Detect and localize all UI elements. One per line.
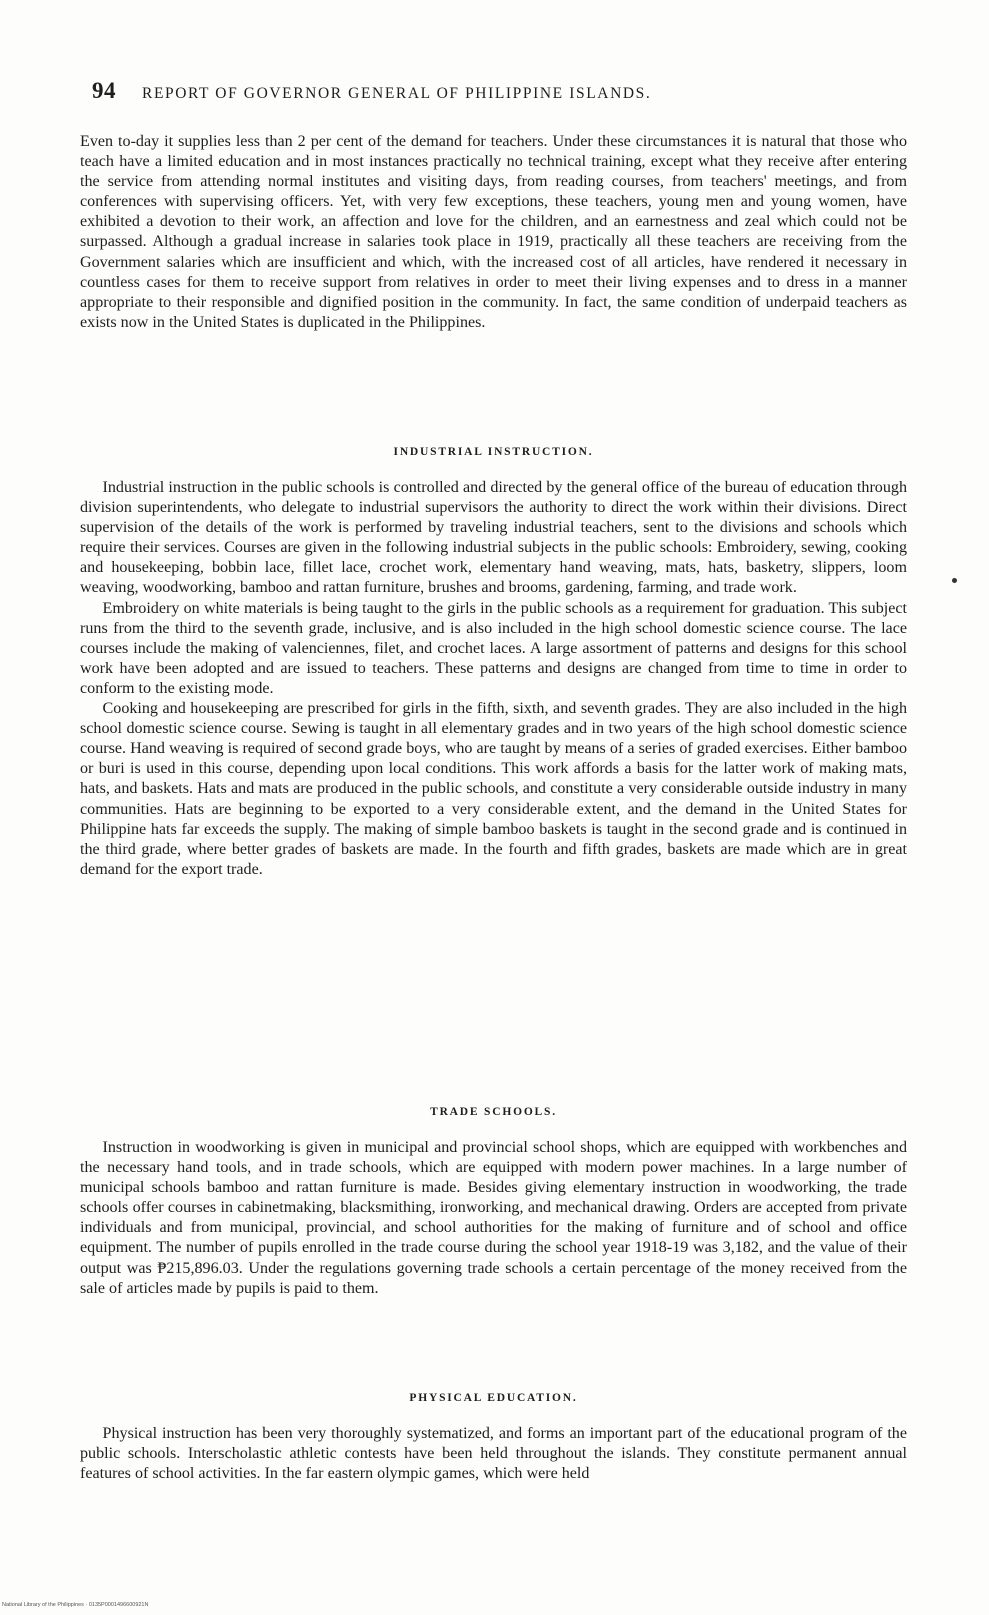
heading-physical-education: PHYSICAL EDUCATION.: [409, 1392, 578, 1404]
industrial-paragraph-2: Embroidery on white materials is being taught to the girls in the public schools as a requirement for graduation. This subject runs from the third to the seventh grade, inclusive, and is also included in the high school domestic science course. The lace courses include the making of valenciennes, filet, and crochet laces. A large assortment of patterns and designs for this school work have been adopted and are issued to teachers. These patterns and designs are changed from time to time in order to conform to the existing mode.: [80, 599, 907, 697]
library-credit: National Library of the Philippines · 0135P0001496600921N: [2, 1602, 149, 1608]
industrial-block: [80, 478, 907, 880]
physical-paragraph: Physical instruction has been very thoroughly systematized, and forms an important part of the educational program of the public schools. Interscholastic athletic contests have been held throughout the islands. They constitute permanent annual features of school activities. In the far eastern olympic games, which were held: [80, 1425, 907, 1483]
heading-industrial-instruction: INDUSTRIAL INSTRUCTION.: [393, 446, 594, 458]
page-number: 94: [92, 78, 116, 103]
industrial-paragraph-1: Industrial instruction in the public schools is controlled and directed by the general office of the bureau of education through division superintendents, who delegate to industrial supervisors the authority to direct the work within their divisions. Direct supervision of the details of the work is performed by traveling industrial teachers, sent to the divisions and schools which require their services. Courses are given in the following industrial subjects in the public schools: Embroidery, sewing, cooking and housekeeping, bobbin lace, fillet lace, crochet work, elementary hand weaving, mats, hats, basketry, slippers, loom weaving, woodworking, bamboo and rattan furniture, brushes and brooms, gardening, farming, and trade work.: [80, 479, 907, 597]
running-head: REPORT OF GOVERNOR GENERAL OF PHILIPPINE ISLANDS.: [142, 85, 652, 102]
industrial-paragraph-3: Cooking and housekeeping are prescribed for girls in the fifth, sixth, and seventh grades. They are also included in the high school domestic science course. Sewing is taught in all elementary grades and in two years of the high school domestic science course. Hand weaving is required of second grade boys, who are taught by means of a series of graded exercises. Either bamboo or buri is used in this course, depending upon local conditions. This work affords a basis for the latter work of making mats, hats, and baskets. Hats and mats are produced in the public schools, and constitute a very considerable outside industry in many communities. Hats are beginning to be exported to a very considerable extent, and the demand in the United States for Philippine hats far exceeds the supply. The making of simple bamboo baskets is taught in the second grade and is continued in the third grade, where better grades of baskets are made. In the fourth and fifth grades, baskets are made which are in great demand for the export trade.: [80, 700, 907, 878]
trade-block: [80, 1138, 907, 1299]
physical-block: [80, 1424, 907, 1484]
intro-block: [80, 132, 907, 333]
trade-paragraph: Instruction in woodworking is given in municipal and provincial school shops, which are equipped with workbenches and the necessary hand tools, and in trade schools, which are equipped with modern power machines. In a large number of municipal schools bamboo and rattan furniture is made. Besides giving elementary instruction in woodworking, the trade schools offer courses in cabinetmaking, blacksmithing, ironworking, and mechanical drawing. Orders are accepted from private individuals and from municipal, provincial, and school authorities for the making of furniture and of school and office equipment. The number of pupils enrolled in the trade course during the school year 1918-19 was 3,182, and the value of their output was ₱215,896.03. Under the regulations governing trade schools a certain percentage of the money received from the sale of articles made by pupils is paid to them.: [80, 1139, 907, 1297]
heading-trade-schools: TRADE SCHOOLS.: [430, 1106, 557, 1118]
margin-mark: [952, 578, 957, 583]
page-header: [92, 78, 892, 108]
intro-paragraph: Even to-day it supplies less than 2 per cent of the demand for teachers. Under these circumstances it is natural that those who teach have a limited education and in most instances practically no technical training, except what they receive after entering the service from attending normal institutes and visiting days, from reading courses, from teachers' meetings, and from conferences with supervising officers. Yet, with very few exceptions, these teachers, young men and young women, have exhibited a devotion to their work, an affection and love for the children, and an earnestness and zeal which could not be surpassed. Although a gradual increase in salaries took place in 1919, practically all these teachers are receiving from the Government salaries which are insufficient and which, with the increased cost of all articles, have rendered it necessary in countless cases for them to receive support from relatives in order to meet their living expenses and to dress in a manner appropriate to their responsible and dignified position in the community. In fact, the same condition of underpaid teachers as exists now in the United States is duplicated in the Philippines.: [80, 133, 907, 331]
